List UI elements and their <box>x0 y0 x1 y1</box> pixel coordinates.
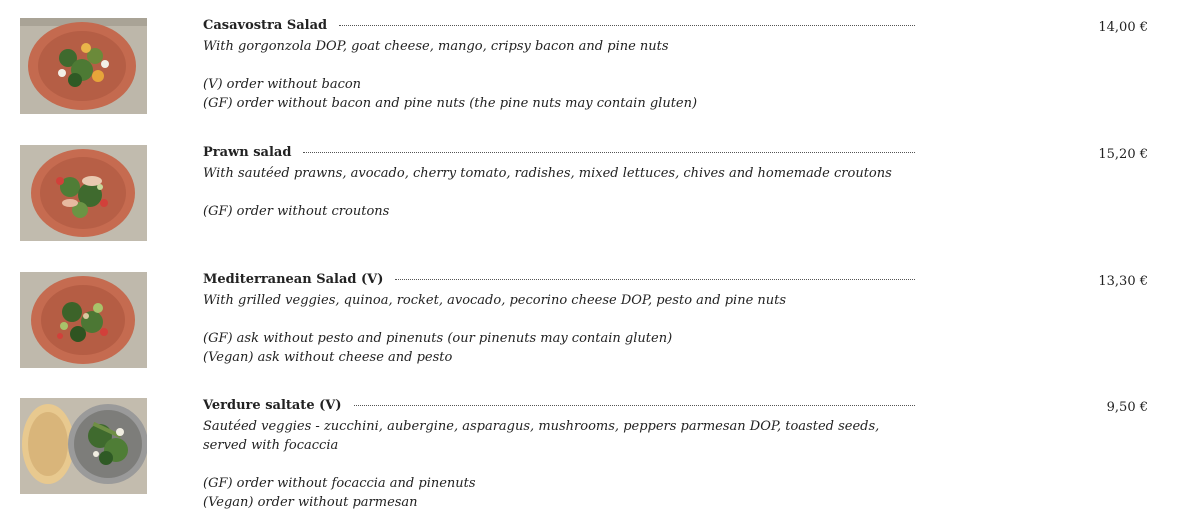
item-description: With grilled veggies, quinoa, rocket, avocado, pecorino cheese DOP, pesto and pine nuts <box>203 293 787 308</box>
item-option: (GF) order without bacon and pine nuts (the pine nuts may contain gluten) <box>203 96 698 111</box>
item-title-row <box>203 398 915 417</box>
dotted-leader <box>339 25 915 26</box>
item-option: (Vegan) ask without cheese and pesto <box>203 350 453 365</box>
item-title-row <box>203 18 915 37</box>
item-option: (V) order without bacon <box>203 77 362 92</box>
item-description: With sautéed prawns, avocado, cherry tomato, radishes, mixed lettuces, chives and homemade croutons <box>203 166 892 181</box>
dish-photo <box>20 272 147 368</box>
dotted-leader <box>303 152 915 153</box>
dish-photo <box>20 145 147 241</box>
item-title-row <box>203 272 915 291</box>
dish-photo <box>20 398 147 494</box>
dotted-leader <box>395 279 915 280</box>
item-description: With gorgonzola DOP, goat cheese, mango, cripsy bacon and pine nuts <box>203 39 669 54</box>
item-name: Mediterranean Salad (V) <box>203 272 384 287</box>
item-name: Prawn salad <box>203 145 292 160</box>
item-name: Verdure saltate (V) <box>203 398 342 413</box>
item-option: (Vegan) order without parmesan <box>203 495 418 510</box>
item-name: Casavostra Salad <box>203 18 328 33</box>
item-price: 14,00 € <box>1098 20 1148 35</box>
item-option: (GF) order without focaccia and pinenuts <box>203 476 476 491</box>
item-price: 15,20 € <box>1098 147 1148 162</box>
item-description: Sautéed veggies - zucchini, aubergine, asparagus, mushrooms, peppers parmesan DOP, toasted seeds, served with focaccia <box>203 419 880 453</box>
item-price: 9,50 € <box>1106 400 1148 415</box>
item-title-row <box>203 145 915 164</box>
dotted-leader <box>354 405 916 406</box>
item-option: (GF) ask without pesto and pinenuts (our pinenuts may contain gluten) <box>203 331 673 346</box>
item-price: 13,30 € <box>1098 274 1148 289</box>
dish-photo <box>20 18 147 114</box>
item-option: (GF) order without croutons <box>203 204 390 219</box>
